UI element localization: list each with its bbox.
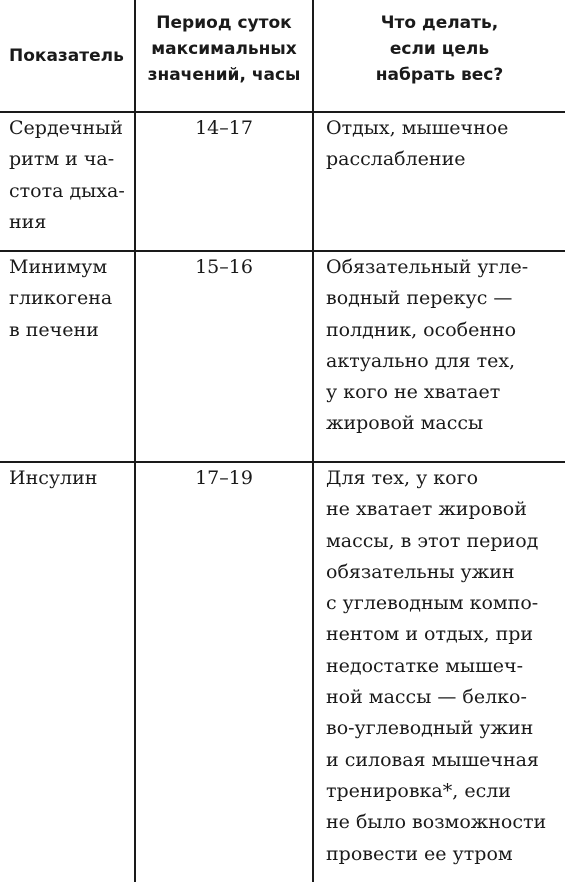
row-indicator: Сердечный ритм и ча- стота дыха- ния — [0, 112, 135, 251]
table-row — [0, 462, 565, 882]
row-period: 17–19 — [135, 462, 313, 882]
table-row — [0, 251, 565, 462]
row-indicator: Минимум гликогена в печени — [0, 251, 135, 462]
table-row — [0, 112, 565, 251]
table-header-row — [0, 0, 565, 112]
header-indicator: Показатель — [0, 0, 135, 112]
row-action: Для тех, у кого не хватает жировой массы, в этот период обязательны ужин с углеводным компо- нентом и отдых, при недостатке мышеч- ной массы — белко- во-углеводный ужин и силовая мышечная тренировка*, если не было возможности провести ее утром — [313, 462, 565, 882]
row-action: Обязательный угле- водный перекус — полдник, особенно актуально для тех, у кого не хватает жировой массы — [313, 251, 565, 462]
row-period: 15–16 — [135, 251, 313, 462]
header-action: Что делать, если цель набрать вес? — [313, 0, 565, 112]
row-indicator: Инсулин — [0, 462, 135, 882]
header-period: Период суток максимальных значений, часы — [135, 0, 313, 112]
row-action: Отдых, мышечное расслабление — [313, 112, 565, 251]
row-period: 14–17 — [135, 112, 313, 251]
